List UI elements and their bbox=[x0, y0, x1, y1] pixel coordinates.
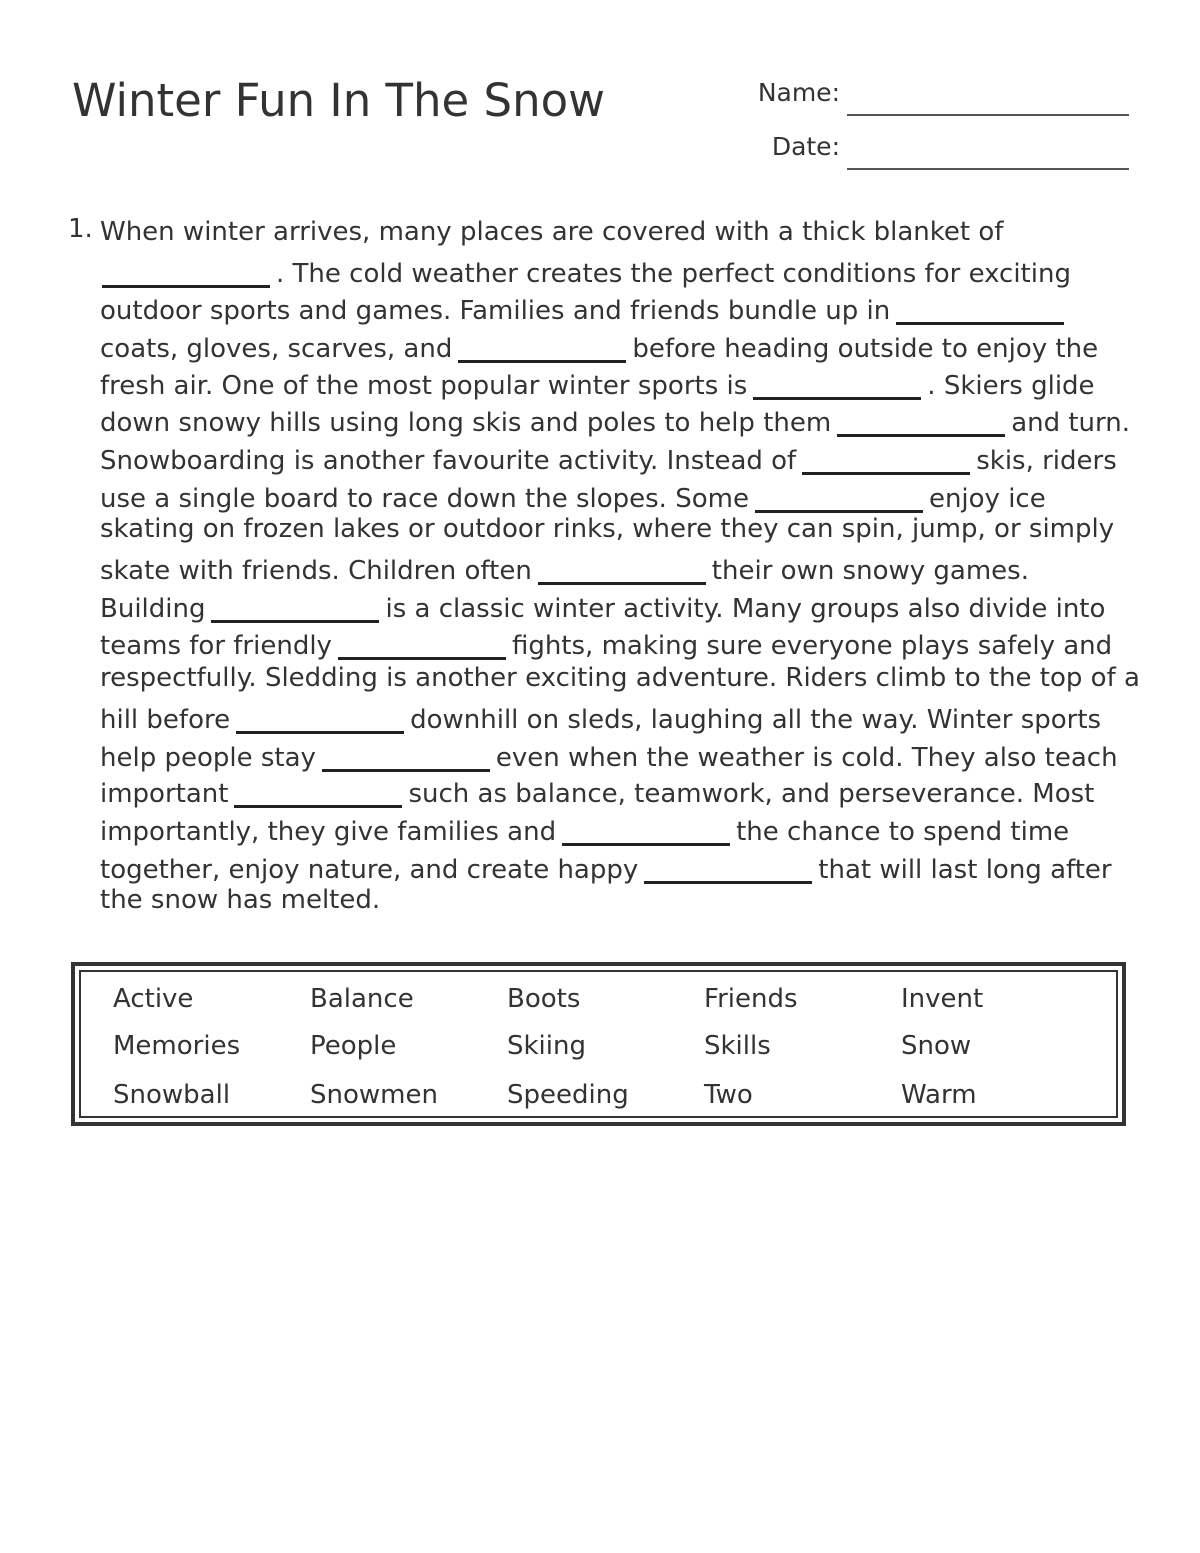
passage-text: help people stay bbox=[100, 743, 316, 773]
passage-text: down snowy hills using long skis and poles to help them bbox=[100, 408, 832, 438]
word-bank-item: Snowball bbox=[113, 1080, 231, 1110]
passage-line bbox=[100, 401, 1130, 439]
word-bank-item: Memories bbox=[113, 1031, 241, 1061]
answer-blank[interactable] bbox=[644, 854, 812, 884]
question-number: 1. bbox=[68, 214, 93, 244]
passage-text: the chance to spend time bbox=[736, 817, 1070, 847]
passage-line bbox=[100, 662, 1140, 694]
passage-text: such as balance, teamwork, and perseverance. Most bbox=[408, 779, 1095, 809]
passage-text: important bbox=[100, 779, 229, 809]
passage-text: downhill on sleds, laughing all the way. Winter sports bbox=[410, 705, 1102, 735]
word-bank-item: Friends bbox=[704, 984, 798, 1014]
passage-text: even when the weather is cold. They also teach bbox=[495, 743, 1118, 773]
word-bank-item: Skiing bbox=[507, 1031, 586, 1061]
passage-text: skate with friends. Children often bbox=[100, 556, 532, 586]
passage-text: is a classic winter activity. Many groups also divide into bbox=[385, 594, 1106, 624]
answer-blank[interactable] bbox=[338, 630, 506, 660]
word-bank-item: Snowmen bbox=[310, 1080, 438, 1110]
answer-blank[interactable] bbox=[322, 742, 490, 772]
answer-blank[interactable] bbox=[837, 407, 1005, 437]
answer-blank[interactable] bbox=[538, 555, 706, 585]
passage-text: hill before bbox=[100, 705, 231, 735]
answer-blank[interactable] bbox=[458, 333, 626, 363]
answer-blank[interactable] bbox=[802, 445, 970, 475]
answer-blank[interactable] bbox=[102, 258, 270, 288]
passage-text: When winter arrives, many places are covered with a thick blanket of bbox=[100, 217, 1004, 247]
passage-line bbox=[100, 477, 1046, 515]
passage-text: respectfully. Sledding is another exciting adventure. Riders climb to the top of a bbox=[100, 663, 1140, 693]
passage-text: Snowboarding is another favourite activity. Instead of bbox=[100, 446, 797, 476]
passage-text: skating on frozen lakes or outdoor rinks, where they can spin, jump, or simply bbox=[100, 514, 1115, 544]
answer-blank[interactable] bbox=[211, 593, 379, 623]
word-bank-item: Speeding bbox=[507, 1080, 629, 1110]
passage-text: . Skiers glide bbox=[927, 371, 1095, 401]
passage-line bbox=[100, 327, 1098, 365]
passage-line bbox=[100, 884, 380, 916]
word-bank-item: Boots bbox=[507, 984, 581, 1014]
word-bank-item: Snow bbox=[901, 1031, 972, 1061]
passage-line bbox=[100, 252, 1071, 290]
passage-line bbox=[100, 216, 1003, 248]
answer-blank[interactable] bbox=[234, 778, 402, 808]
word-bank-item: Warm bbox=[901, 1080, 977, 1110]
passage-text: skis, riders bbox=[976, 446, 1117, 476]
passage-text: importantly, they give families and bbox=[100, 817, 557, 847]
passage-text: outdoor sports and games. Families and friends bundle up in bbox=[100, 296, 891, 326]
word-bank-item: Active bbox=[113, 984, 194, 1014]
passage-text: fresh air. One of the most popular winter sports is bbox=[100, 371, 748, 401]
passage-line bbox=[100, 549, 1029, 587]
word-bank-item: Invent bbox=[901, 984, 984, 1014]
passage-line bbox=[100, 439, 1117, 477]
passage-line bbox=[100, 810, 1069, 848]
passage-text: their own snowy games. bbox=[711, 556, 1029, 586]
passage-line bbox=[100, 587, 1105, 625]
answer-blank[interactable] bbox=[896, 295, 1064, 325]
answer-blank[interactable] bbox=[562, 816, 730, 846]
passage-text: Building bbox=[100, 594, 206, 624]
worksheet-title: Winter Fun In The Snow bbox=[72, 74, 605, 127]
passage-text: before heading outside to enjoy the bbox=[632, 334, 1099, 364]
passage-text: fights, making sure everyone plays safely and bbox=[511, 631, 1113, 661]
passage-text: coats, gloves, scarves, and bbox=[100, 334, 453, 364]
word-bank-item: Two bbox=[704, 1080, 753, 1110]
passage-text: teams for friendly bbox=[100, 631, 332, 661]
passage-line bbox=[100, 624, 1112, 662]
date-label: Date: bbox=[771, 132, 840, 161]
passage-text: that will last long after bbox=[818, 855, 1112, 885]
passage-line bbox=[100, 772, 1094, 810]
passage-line bbox=[100, 364, 1095, 402]
passage-line bbox=[100, 848, 1112, 886]
answer-blank[interactable] bbox=[236, 704, 404, 734]
passage-text: the snow has melted. bbox=[100, 885, 381, 915]
passage-text: together, enjoy nature, and create happy bbox=[100, 855, 639, 885]
passage-text: enjoy ice bbox=[928, 484, 1046, 514]
word-bank-item: Skills bbox=[704, 1031, 771, 1061]
passage-line bbox=[100, 736, 1118, 774]
passage-line bbox=[100, 698, 1101, 736]
passage-text: . The cold weather creates the perfect conditions for exciting bbox=[276, 259, 1071, 289]
answer-blank[interactable] bbox=[753, 370, 921, 400]
word-bank-item: People bbox=[310, 1031, 397, 1061]
word-bank bbox=[71, 962, 1126, 1126]
passage-text: and turn. bbox=[1011, 408, 1131, 438]
answer-blank[interactable] bbox=[755, 483, 923, 513]
passage-line bbox=[100, 513, 1114, 545]
passage-text: use a single board to race down the slopes. Some bbox=[100, 484, 749, 514]
word-bank-item: Balance bbox=[310, 984, 414, 1014]
name-label: Name: bbox=[757, 78, 840, 107]
passage-line bbox=[100, 289, 1070, 327]
